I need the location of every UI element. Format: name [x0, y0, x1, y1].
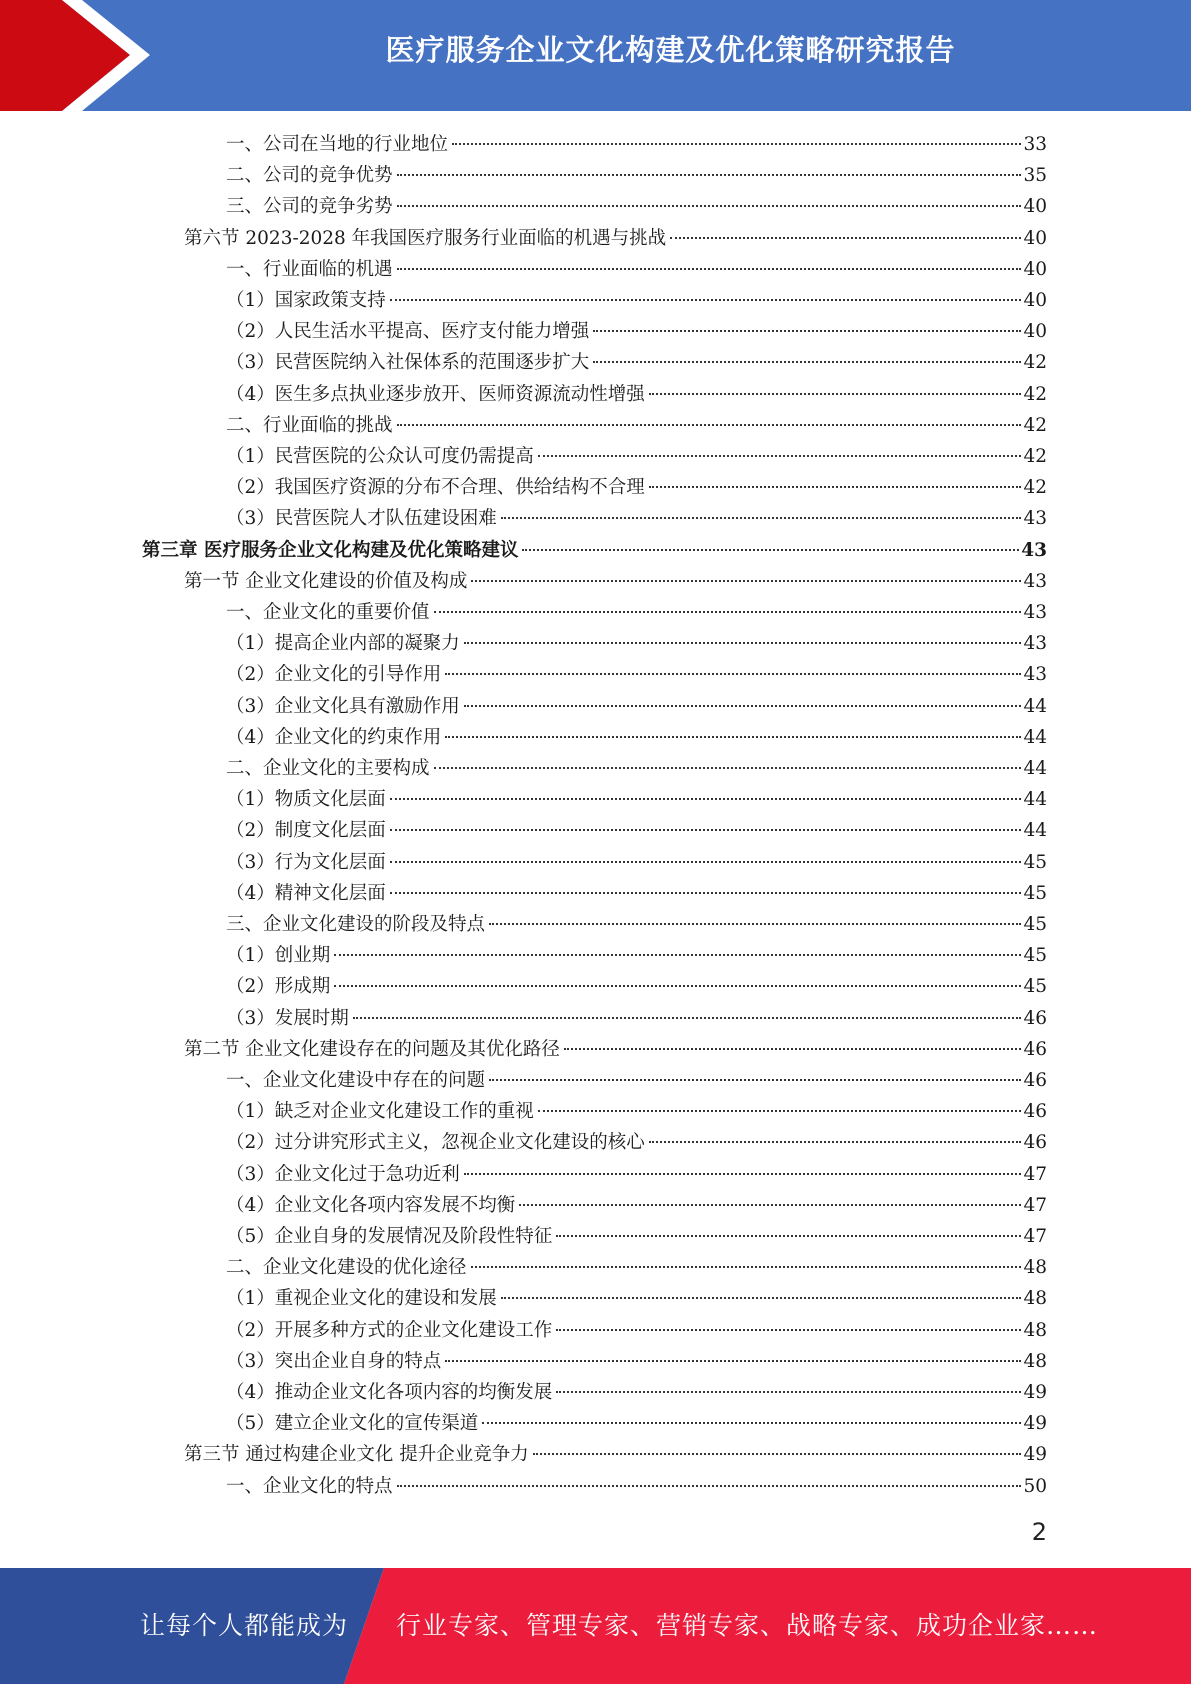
toc-entry[interactable] [226, 1190, 1047, 1221]
toc-leader-dots [670, 237, 1021, 239]
toc-entry-page: 40 [1023, 196, 1047, 218]
toc-entry-page: 46 [1023, 1007, 1047, 1029]
toc-entry-page: 42 [1023, 477, 1047, 499]
toc-entry-label: （3）行为文化层面 [226, 851, 386, 873]
toc-entry-page: 43 [1023, 633, 1047, 655]
toc-entry-label: （4）推动企业文化各项内容的均衡发展 [226, 1382, 553, 1403]
toc-entry-page: 43 [1023, 508, 1047, 530]
toc-entry-label: （1）物质文化层面 [226, 789, 386, 811]
toc-leader-dots [556, 1329, 1021, 1331]
toc-entry-label: 二、企业文化的主要构成 [226, 758, 430, 779]
toc-entry[interactable] [226, 1252, 1047, 1283]
toc-entry-page: 48 [1023, 1288, 1047, 1310]
toc-entry-page: 42 [1023, 446, 1047, 467]
toc-entry[interactable] [226, 659, 1047, 690]
toc-leader-dots [390, 798, 1022, 800]
toc-leader-dots [649, 486, 1022, 488]
toc-section-entry[interactable] [184, 1439, 1047, 1470]
toc-entry-label: 一、企业文化的特点 [226, 1475, 393, 1497]
toc-entry[interactable] [226, 909, 1047, 940]
toc-entry[interactable] [226, 503, 1047, 534]
footer-slogan-right: 行业专家、管理专家、营销专家、战略专家、成功企业家…… [396, 1611, 1099, 1640]
toc-entry-label: 第一节 企业文化建设的价值及构成 [184, 570, 468, 592]
toc-entry-label: 三、企业文化建设的阶段及特点 [226, 914, 486, 935]
toc-entry[interactable] [226, 722, 1047, 753]
toc-entry-label: （2）制度文化层面 [226, 820, 386, 842]
toc-entry-page: 48 [1023, 1350, 1047, 1372]
toc-chapter-entry[interactable] [142, 535, 1047, 566]
toc-leader-dots [482, 1422, 1021, 1424]
toc-entry-label: （3）民营医院人才队伍建设困难 [226, 508, 497, 530]
toc-entry-label: 一、企业文化的重要价值 [226, 602, 430, 623]
toc-entry[interactable] [226, 160, 1047, 191]
toc-entry-page: 44 [1023, 820, 1047, 842]
toc-entry[interactable] [226, 940, 1047, 971]
toc-leader-dots [452, 143, 1021, 145]
toc-leader-dots [445, 736, 1021, 738]
toc-entry-page: 49 [1023, 1382, 1047, 1403]
toc-leader-dots [464, 642, 1022, 644]
toc-leader-dots [649, 1141, 1022, 1143]
toc-entry-page: 46 [1023, 1038, 1047, 1060]
toc-entry[interactable] [226, 410, 1047, 441]
toc-entry-page: 40 [1023, 290, 1047, 311]
toc-leader-dots [556, 1235, 1021, 1237]
toc-leader-dots [390, 892, 1022, 894]
toc-entry[interactable] [226, 847, 1047, 878]
toc-entry-page: 50 [1023, 1475, 1047, 1497]
toc-entry-label: 二、行业面临的挑战 [226, 414, 393, 436]
toc-entry[interactable] [226, 129, 1047, 160]
toc-entry-page: 44 [1023, 726, 1047, 748]
toc-entry[interactable] [226, 691, 1047, 722]
toc-entry[interactable] [226, 472, 1047, 503]
toc-entry[interactable] [226, 254, 1047, 285]
toc-leader-dots [519, 1204, 1021, 1206]
toc-entry-label: （4）医生多点执业逐步放开、医师资源流动性增强 [226, 383, 645, 405]
toc-entry-label: 第六节 2023-2028 年我国医疗服务行业面临的机遇与挑战 [184, 227, 667, 249]
page-footer [0, 1568, 1191, 1684]
toc-entry-page: 46 [1023, 1070, 1047, 1091]
toc-leader-dots [464, 705, 1022, 707]
toc-entry-page: 33 [1023, 134, 1047, 155]
toc-entry-page: 48 [1023, 1319, 1047, 1341]
toc-entry-label: （3）民营医院纳入社保体系的范围逐步扩大 [226, 352, 590, 374]
toc-leader-dots [564, 1048, 1022, 1050]
toc-entry-label: （2）企业文化的引导作用 [226, 664, 442, 686]
toc-entry[interactable] [226, 784, 1047, 815]
toc-entry-label: （1）国家政策支持 [226, 290, 386, 311]
toc-entry-label: 第二节 企业文化建设存在的问题及其优化路径 [184, 1038, 560, 1060]
toc-entry-page: 47 [1023, 1226, 1047, 1247]
toc-entry[interactable] [226, 1221, 1047, 1252]
toc-entry-page: 46 [1023, 1101, 1047, 1123]
toc-entry-label: （3）突出企业自身的特点 [226, 1350, 442, 1372]
toc-leader-dots [522, 549, 1019, 551]
toc-leader-dots [538, 455, 1022, 457]
toc-leader-dots [397, 424, 1022, 426]
toc-entry-label: 第三节 通过构建企业文化 提升企业竞争力 [184, 1444, 529, 1466]
toc-entry[interactable] [226, 441, 1047, 472]
toc-leader-dots [489, 1079, 1021, 1081]
toc-entry-label: 一、企业文化建设中存在的问题 [226, 1070, 486, 1091]
toc-entry[interactable] [226, 1283, 1047, 1314]
toc-entry-page: 40 [1023, 321, 1047, 343]
toc-entry[interactable] [226, 379, 1047, 410]
toc-entry-label: （2）形成期 [226, 976, 331, 998]
toc-leader-dots [649, 393, 1022, 395]
toc-leader-dots [501, 1297, 1022, 1299]
toc-entry[interactable] [226, 1471, 1047, 1502]
toc-leader-dots [471, 1266, 1022, 1268]
toc-leader-dots [397, 174, 1022, 176]
toc-leader-dots [501, 517, 1022, 519]
toc-entry-label: （3）发展时期 [226, 1007, 349, 1029]
toc-entry[interactable] [226, 1127, 1047, 1158]
report-title: 医疗服务企业文化构建及优化策略研究报告 [385, 33, 956, 67]
toc-entry-label: （2）人民生活水平提高、医疗支付能力增强 [226, 321, 590, 343]
toc-entry-page: 49 [1023, 1444, 1047, 1466]
toc-entry-page: 47 [1023, 1194, 1047, 1216]
toc-leader-dots [390, 299, 1022, 301]
toc-entry-page: 40 [1023, 258, 1047, 280]
toc-entry-label: （5）企业自身的发展情况及阶段性特征 [226, 1226, 553, 1247]
toc-entry-page: 45 [1023, 976, 1047, 998]
toc-entry-page: 42 [1023, 383, 1047, 405]
toc-entry-page: 43 [1023, 570, 1047, 592]
toc-entry-label: （3）企业文化过于急功近利 [226, 1163, 460, 1185]
toc-leader-dots [593, 361, 1021, 363]
toc-entry-label: （1）提高企业内部的凝聚力 [226, 633, 460, 655]
toc-entry-page: 40 [1023, 227, 1047, 249]
toc-entry-label: （4）精神文化层面 [226, 882, 386, 904]
toc-entry-label: （1）民营医院的公众认可度仍需提高 [226, 446, 534, 467]
toc-entry[interactable] [226, 1315, 1047, 1346]
page-header [0, 0, 1191, 111]
toc-entry-page: 47 [1023, 1163, 1047, 1185]
toc-entry-page: 43 [1023, 602, 1047, 623]
toc-entry[interactable] [226, 1065, 1047, 1096]
toc-leader-dots [556, 1391, 1021, 1393]
toc-entry-page: 35 [1023, 165, 1047, 187]
toc-leader-dots [464, 1173, 1022, 1175]
toc-leader-dots [390, 829, 1022, 831]
toc-leader-dots [489, 923, 1021, 925]
toc-entry-page: 43 [1023, 664, 1047, 686]
toc-entry-page: 48 [1023, 1257, 1047, 1279]
toc-entry-page: 42 [1023, 414, 1047, 436]
toc-entry-label: （3）企业文化具有激励作用 [226, 695, 460, 717]
toc-entry-page: 44 [1023, 789, 1047, 811]
toc-leader-dots [434, 611, 1022, 613]
toc-entry[interactable] [226, 597, 1047, 628]
toc-leader-dots [471, 580, 1021, 582]
toc-leader-dots [434, 767, 1022, 769]
toc-entry[interactable] [226, 753, 1047, 784]
toc-entry-page: 43 [1021, 539, 1047, 561]
toc-entry-page: 46 [1023, 1132, 1047, 1154]
toc-entry-label: （1）创业期 [226, 945, 331, 967]
toc-leader-dots [397, 205, 1022, 207]
toc-entry[interactable] [226, 1377, 1047, 1408]
toc-entry-label: （5）建立企业文化的宣传渠道 [226, 1413, 479, 1435]
toc-leader-dots [353, 1017, 1022, 1019]
toc-entry-page: 45 [1023, 945, 1047, 967]
toc-entry-page: 44 [1023, 695, 1047, 717]
toc-leader-dots [390, 861, 1022, 863]
toc-section-entry[interactable] [184, 566, 1047, 597]
toc-entry-label: （2）我国医疗资源的分布不合理、供给结构不合理 [226, 477, 645, 499]
toc-entry-label: 二、企业文化建设的优化途径 [226, 1257, 467, 1279]
toc-entry-label: （2）开展多种方式的企业文化建设工作 [226, 1319, 553, 1341]
toc-leader-dots [538, 1110, 1022, 1112]
toc-entry-page: 44 [1023, 758, 1047, 779]
toc-entry-label: 二、公司的竞争优势 [226, 165, 393, 187]
toc-entry[interactable] [226, 1096, 1047, 1127]
toc-leader-dots [334, 954, 1021, 956]
toc-entry-label: （1）缺乏对企业文化建设工作的重视 [226, 1101, 534, 1123]
toc-leader-dots [533, 1453, 1022, 1455]
toc-entry-label: （4）企业文化各项内容发展不均衡 [226, 1194, 516, 1216]
toc-entry-label: （4）企业文化的约束作用 [226, 726, 442, 748]
toc-section-entry[interactable] [184, 1034, 1047, 1065]
toc-entry[interactable] [226, 878, 1047, 909]
toc-leader-dots [593, 330, 1021, 332]
toc-entry-page: 45 [1023, 882, 1047, 904]
toc-entry-label: 一、行业面临的机遇 [226, 258, 393, 280]
toc-entry[interactable] [226, 815, 1047, 846]
toc-leader-dots [334, 985, 1021, 987]
toc-entry[interactable] [226, 971, 1047, 1002]
toc-entry-page: 45 [1023, 914, 1047, 935]
toc-entry[interactable] [226, 1159, 1047, 1190]
toc-entry[interactable] [226, 285, 1047, 316]
toc-entry-label: 三、公司的竞争劣势 [226, 196, 393, 218]
page-number: 2 [1031, 1518, 1047, 1546]
toc-entry-page: 45 [1023, 851, 1047, 873]
toc-entry-label: （1）重视企业文化的建设和发展 [226, 1288, 497, 1310]
toc-entry[interactable] [226, 628, 1047, 659]
toc-entry-page: 49 [1023, 1413, 1047, 1435]
footer-slogan-left: 让每个人都能成为 [140, 1611, 349, 1640]
toc-entry[interactable] [226, 347, 1047, 378]
toc-entry-label: 第三章 医疗服务企业文化构建及优化策略建议 [142, 539, 519, 561]
toc-leader-dots [397, 268, 1022, 270]
toc-entry[interactable] [226, 1408, 1047, 1439]
toc-entry[interactable] [226, 316, 1047, 347]
toc-leader-dots [445, 1360, 1021, 1362]
toc-entry[interactable] [226, 1346, 1047, 1377]
toc-entry-page: 42 [1023, 352, 1047, 374]
toc-section-entry[interactable] [184, 223, 1047, 254]
toc-entry[interactable] [226, 191, 1047, 222]
toc-entry-label: 一、公司在当地的行业地位 [226, 134, 449, 155]
toc-entry-label: （2）过分讲究形式主义，忽视企业文化建设的核心 [226, 1132, 645, 1154]
toc-leader-dots [397, 1485, 1022, 1487]
toc-leader-dots [445, 673, 1021, 675]
toc-entry[interactable] [226, 1003, 1047, 1034]
